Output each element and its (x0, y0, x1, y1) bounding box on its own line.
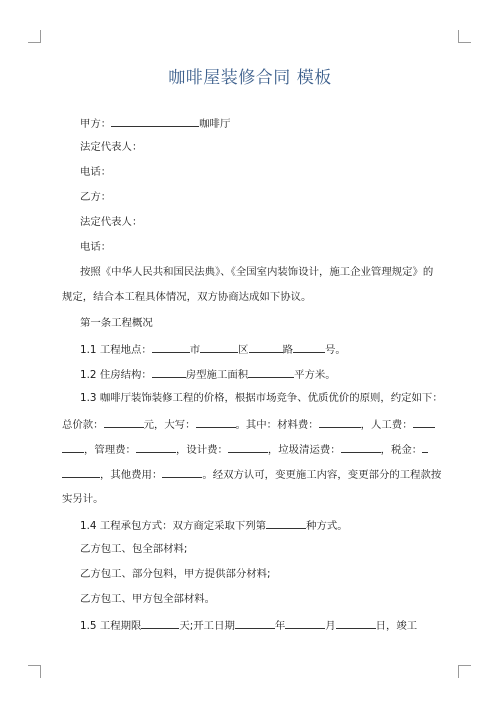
district-blank[interactable] (200, 342, 238, 353)
option-1: 乙方包工、包全部材料; (80, 543, 188, 555)
s12-label: 1.2 住房结构： (80, 369, 152, 381)
section-1-4 (80, 518, 348, 533)
s11-district: 区 (238, 344, 249, 356)
option-3: 乙方包工、甲方包全部材料。 (80, 593, 216, 605)
section-1-2 (80, 367, 336, 382)
option-2: 乙方包工、部分包料，甲方提供部分材料; (80, 568, 271, 580)
preamble-line-1: 按照《中华人民共和国民法典》、《全国室内装饰设计，施工企业管理规定》的 (80, 266, 434, 278)
preamble-line-2: 规定，结合本工程具体情况，双方协商达成如下协议。 (62, 291, 312, 303)
mgmt-label: ，管理费： (84, 444, 136, 456)
city-blank[interactable] (152, 342, 190, 353)
section-1-3-line-1: 1.3 咖啡厅装饰装修工程的价格，根据市场竞争、优质优价的原则，约定如下： (80, 392, 443, 404)
s12-unit: 平方米。 (294, 369, 336, 381)
s11-city: 市 (189, 344, 201, 356)
section-1-3-line-2 (62, 417, 435, 432)
section-1-3-line-4 (62, 467, 441, 482)
structure-blank[interactable] (152, 367, 186, 378)
crop-mark-top-left (28, 30, 41, 43)
document-title: 咖啡屋装修合同 模板 (168, 68, 332, 88)
s15-start-label: 天;开工日期 (179, 620, 235, 632)
s15-month: 月 (325, 620, 336, 632)
s15-year: 年 (274, 620, 286, 632)
other-fee-blank[interactable] (162, 467, 202, 478)
labor-blank-cont[interactable] (62, 442, 84, 453)
year-blank[interactable] (235, 618, 275, 629)
labor-blank[interactable] (413, 417, 435, 428)
legal-rep-b-line: 法定代表人： (80, 216, 143, 228)
s11-road: 路 (282, 344, 293, 356)
section-1-5 (80, 618, 417, 633)
crop-mark-top-right (458, 30, 471, 43)
section-1-3-line-3 (62, 442, 428, 457)
waste-blank[interactable] (341, 442, 381, 453)
change-note: 。经双方认可，变更施工内容，变更部分的工程款按 (202, 469, 442, 481)
crop-mark-bottom-left (28, 665, 41, 678)
mgmt-blank[interactable] (136, 442, 176, 453)
days-blank[interactable] (141, 618, 179, 629)
s11-label: 1.1 工程地点： (80, 344, 152, 356)
article-1-heading: 第一条工程概况 (80, 317, 153, 329)
number-blank[interactable] (293, 342, 325, 353)
material-blank[interactable] (319, 417, 361, 428)
material-label: 。其中：材料费： (235, 419, 319, 431)
design-blank[interactable] (228, 442, 268, 453)
s15-day: 日，竣工 (375, 620, 418, 632)
phone-a-line: 电话： (80, 166, 112, 178)
month-blank[interactable] (285, 618, 325, 629)
tax-blank-cont[interactable] (62, 467, 100, 478)
tax-blank[interactable] (422, 442, 428, 453)
party-a-blank[interactable] (111, 116, 199, 127)
design-label: ，设计费： (175, 444, 228, 456)
party-a-label: 甲方： (80, 118, 112, 130)
s12-area-label: 房型施工面积 (185, 369, 249, 381)
other-fee-label: ，其他费用： (100, 469, 163, 481)
phone-b-line: 电话： (80, 241, 112, 253)
total-label: 总价款： (62, 419, 104, 431)
s14-suffix: 种方式。 (306, 520, 348, 532)
party-a-suffix: 咖啡厅 (199, 118, 231, 130)
s11-number: 号。 (324, 344, 346, 356)
total-blank[interactable] (104, 417, 144, 428)
area-blank[interactable] (248, 367, 294, 378)
road-blank[interactable] (249, 342, 283, 353)
s14-label: 1.4 工程承包方式：双方商定采取下列第 (80, 520, 267, 532)
method-blank[interactable] (266, 518, 306, 529)
legal-rep-a-line: 法定代表人： (80, 141, 143, 153)
total-words-label: 元，大写： (143, 419, 196, 431)
tax-label: ，税金： (380, 444, 423, 456)
day-blank[interactable] (336, 618, 376, 629)
section-1-3-line-5: 实另计。 (62, 493, 104, 505)
party-b-line: 乙方： (80, 191, 112, 203)
section-1-1 (80, 342, 346, 357)
waste-label: ，垃圾清运费： (267, 444, 341, 456)
crop-mark-bottom-right (458, 665, 471, 678)
total-words-blank[interactable] (196, 417, 236, 428)
party-a-line (80, 116, 230, 131)
s15-label: 1.5 工程期限 (80, 620, 142, 632)
labor-label: ，人工费： (360, 419, 413, 431)
